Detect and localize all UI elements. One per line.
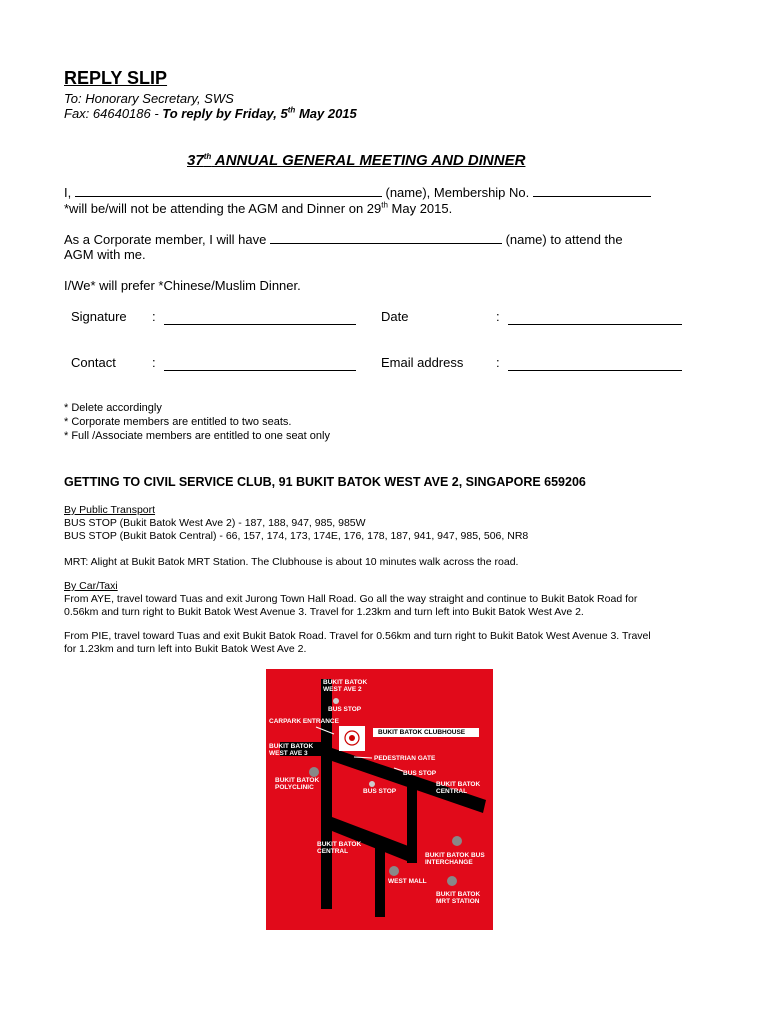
map-label-central-left xyxy=(317,841,361,855)
directions-heading: GETTING TO CIVIL SERVICE CLUB, 91 BUKIT BATOK WEST AVE 2, SINGAPORE 659206 xyxy=(64,475,586,489)
clubhouse-label-box xyxy=(373,728,479,737)
map-label-line: BUKIT BATOK xyxy=(275,777,320,784)
map-label-bus-stop-center: BUS STOP xyxy=(363,788,397,795)
road-west-ave-2 xyxy=(321,679,332,909)
dinner-preference: I/We* will prefer *Chinese/Muslim Dinner. xyxy=(64,278,301,293)
map-label-line: WEST AVE 2 xyxy=(323,686,362,693)
meeting-sup: th xyxy=(203,152,212,161)
date-label: Date xyxy=(381,309,409,324)
bus-stop-top-icon xyxy=(333,698,339,704)
aye-directions-1: From AYE, travel toward Tuas and exit Jurong Town Hall Road. Go all the way straight and continue to Bukit Batok Road for xyxy=(64,593,638,605)
mrt-marker-icon xyxy=(447,876,457,886)
meeting-name: ANNUAL GENERAL MEETING AND DINNER xyxy=(211,152,526,169)
map-label-line: POLYCLINIC xyxy=(275,784,314,791)
clubhouse-logo-center-icon xyxy=(349,735,355,741)
map-label-line: CENTRAL xyxy=(317,848,349,855)
meeting-number: 37 xyxy=(187,152,204,169)
deadline-month: May 2015 xyxy=(295,106,357,121)
map-label-bus-stop-mid: BUS STOP xyxy=(403,770,437,777)
mrt-directions: MRT: Alight at Bukit Batok MRT Station. The Clubhouse is about 10 minutes walk across the road. xyxy=(64,556,519,568)
name-field[interactable] xyxy=(75,185,382,197)
email-label: Email address xyxy=(381,355,464,370)
map-label-carpark: CARPARK ENTRANCE xyxy=(269,718,339,725)
map-label-line: BUKIT BATOK xyxy=(436,891,481,898)
meeting-title xyxy=(187,152,525,169)
road-central-lower xyxy=(332,817,416,863)
map-label-line: CENTRAL xyxy=(436,788,468,795)
aye-directions-2: 0.56km and turn right to Bukit Batok West Avenue 3. Travel for 1.23km and turn left into Bukit Batok West Ave 2. xyxy=(64,606,584,618)
interchange-marker-icon xyxy=(452,836,462,846)
contact-label: Contact xyxy=(71,355,116,370)
polyclinic-marker-icon xyxy=(309,767,319,777)
map-label-pedestrian-gate: PEDESTRIAN GATE xyxy=(374,755,436,762)
date-field[interactable] xyxy=(508,324,682,325)
corporate-line-2: AGM with me. xyxy=(64,247,146,262)
map-label-line: BUKIT BATOK xyxy=(323,679,368,686)
note-full-associate: * Full /Associate members are entitled to one seat only xyxy=(64,430,330,442)
map-label-west-ave-3 xyxy=(269,743,313,757)
contact-field[interactable] xyxy=(164,370,356,371)
bus-stop-west-ave-2: BUS STOP (Bukit Batok West Ave 2) - 187, 188, 947, 985, 985W xyxy=(64,517,366,529)
note-delete: * Delete accordingly xyxy=(64,402,162,414)
map-label-bus-stop-top: BUS STOP xyxy=(328,706,362,713)
note-corporate: * Corporate members are entitled to two seats. xyxy=(64,416,292,428)
signature-colon: : xyxy=(152,309,156,324)
pie-directions-2: for 1.23km and turn left into Bukit Batok West Ave 2. xyxy=(64,643,307,655)
corporate-line xyxy=(64,232,623,247)
i-label: I, xyxy=(64,185,72,200)
pie-directions-1: From PIE, travel toward Tuas and exit Bukit Batok Road. Travel for 0.56km and turn right to Bukit Batok West Avenue 3. Travel xyxy=(64,630,651,642)
membership-no-field[interactable] xyxy=(533,185,651,197)
attendance-text: *will be/will not be attending the AGM and Dinner on 29 xyxy=(64,201,382,216)
reply-deadline: To reply by Friday, 5 xyxy=(162,106,288,121)
signature-field[interactable] xyxy=(164,324,356,325)
map-label-line: MRT STATION xyxy=(436,898,480,905)
corporate-label: As a Corporate member, I will have xyxy=(64,232,267,247)
corporate-name-label: (name) to attend the xyxy=(505,232,623,247)
map-label-central-right xyxy=(436,781,480,795)
name-membership-label: (name), Membership No. xyxy=(385,185,530,200)
signature-label: Signature xyxy=(71,309,127,324)
road-west-mall xyxy=(375,847,385,917)
location-map xyxy=(266,669,493,930)
map-label-west-mall: WEST MALL xyxy=(388,878,427,885)
date-colon: : xyxy=(496,309,500,324)
attendance-month: May 2015. xyxy=(387,201,453,216)
attendance-sup: th xyxy=(381,200,388,210)
page-title: REPLY SLIP xyxy=(64,68,168,88)
map-label-line: WEST AVE 3 xyxy=(269,750,308,757)
map-label-mrt xyxy=(436,891,480,905)
bus-stop-center-icon xyxy=(369,781,375,787)
map-label-west-ave-2 xyxy=(323,679,367,693)
car-taxi-label: By Car/Taxi xyxy=(64,580,118,592)
road-connector xyxy=(407,777,417,863)
map-label-line: BUKIT BATOK xyxy=(269,743,314,750)
fax-number: Fax: 64640186 - xyxy=(64,106,163,121)
public-transport-label: By Public Transport xyxy=(64,504,156,516)
contact-colon: : xyxy=(152,355,156,370)
map-label-clubhouse: BUKIT BATOK CLUBHOUSE xyxy=(378,729,466,736)
attendee-line xyxy=(64,185,651,200)
corporate-guest-field[interactable] xyxy=(270,232,502,244)
fax-line xyxy=(64,106,357,121)
bus-stop-central: BUS STOP (Bukit Batok Central) - 66, 157, 174, 173, 174E, 176, 178, 187, 941, 947, 985, 506, NR8 xyxy=(64,530,529,542)
map-label-line: INTERCHANGE xyxy=(425,859,473,866)
map-label-line: BUKIT BATOK BUS xyxy=(425,852,485,859)
attendance-line xyxy=(64,201,452,216)
map-label-polyclinic xyxy=(275,777,319,791)
recipient-line: To: Honorary Secretary, SWS xyxy=(64,91,234,106)
map-label-line: BUKIT BATOK xyxy=(317,841,362,848)
west-mall-marker-icon xyxy=(389,866,399,876)
email-colon: : xyxy=(496,355,500,370)
deadline-sup: th xyxy=(287,105,296,115)
map-label-interchange xyxy=(425,852,485,866)
email-field[interactable] xyxy=(508,370,682,371)
map-label-line: BUKIT BATOK xyxy=(436,781,481,788)
